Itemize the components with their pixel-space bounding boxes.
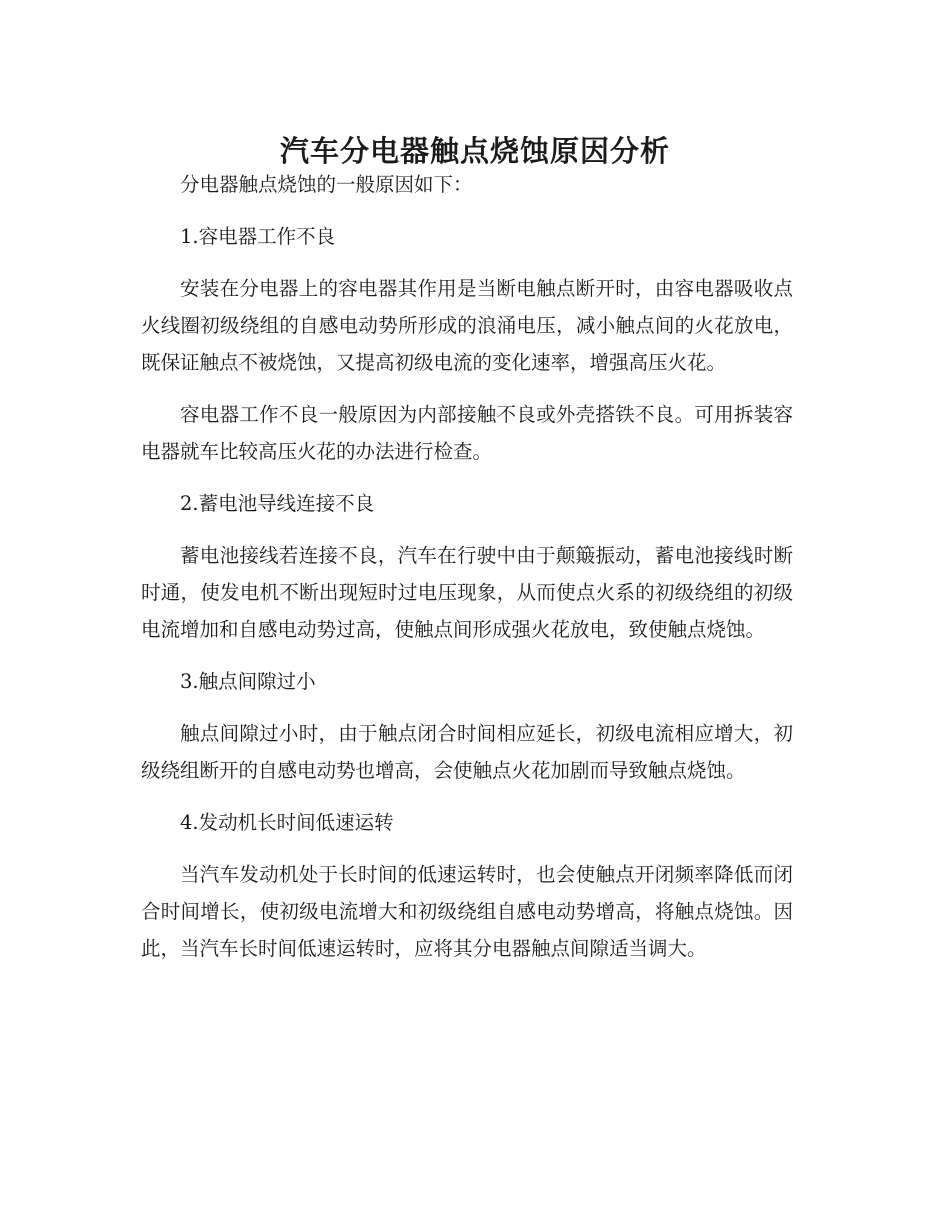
document-title: 汽车分电器触点烧蚀原因分析 [279, 134, 670, 169]
section-2-paragraph-1: 蓄电池接线若连接不良，汽车在行驶中由于颠簸振动，蓄电池接线时断时通，使发电机不断出现短时过电压现象，从而使点火系的初级绕组的初级电流增加和自感电动势过高，使触点间形成强火花放电，致使触点烧蚀。 [141, 544, 793, 641]
section-heading-2: 2.蓄电池导线连接不良 [180, 492, 375, 515]
section-1-paragraph-1: 安装在分电器上的容电器其作用是当断电触点断开时，由容电器吸收点火线圈初级绕组的自感电动势所形成的浪涌电压，减小触点间的火花放电，既保证触点不被烧蚀，又提高初级电流的变化速率，增强高压火花。 [141, 277, 793, 374]
section-1-paragraph-2: 容电器工作不良一般原因为内部接触不良或外壳搭铁不良。可用拆装容电器就车比较高压火花的办法进行检查。 [141, 403, 793, 463]
section-heading-4: 4.发动机长时间低速运转 [180, 811, 394, 834]
section-heading-3: 3.触点间隙过小 [180, 670, 316, 693]
section-4-paragraph-1: 当汽车发动机处于长时间的低速运转时，也会使触点开闭频率降低而闭合时间增长，使初级电流增大和初级绕组自感电动势增高，将触点烧蚀。因此，当汽车长时间低速运转时，应将其分电器触点间隙适当调大。 [141, 863, 793, 960]
section-heading-1: 1.容电器工作不良 [180, 225, 336, 248]
document-body [141, 166, 793, 982]
intro-paragraph: 分电器触点烧蚀的一般原因如下： [180, 173, 473, 196]
section-3-paragraph-1: 触点间隙过小时，由于触点闭合时间相应延长，初级电流相应增大，初级绕组断开的自感电动势也增高，会使触点火花加剧而导致触点烧蚀。 [141, 722, 793, 782]
